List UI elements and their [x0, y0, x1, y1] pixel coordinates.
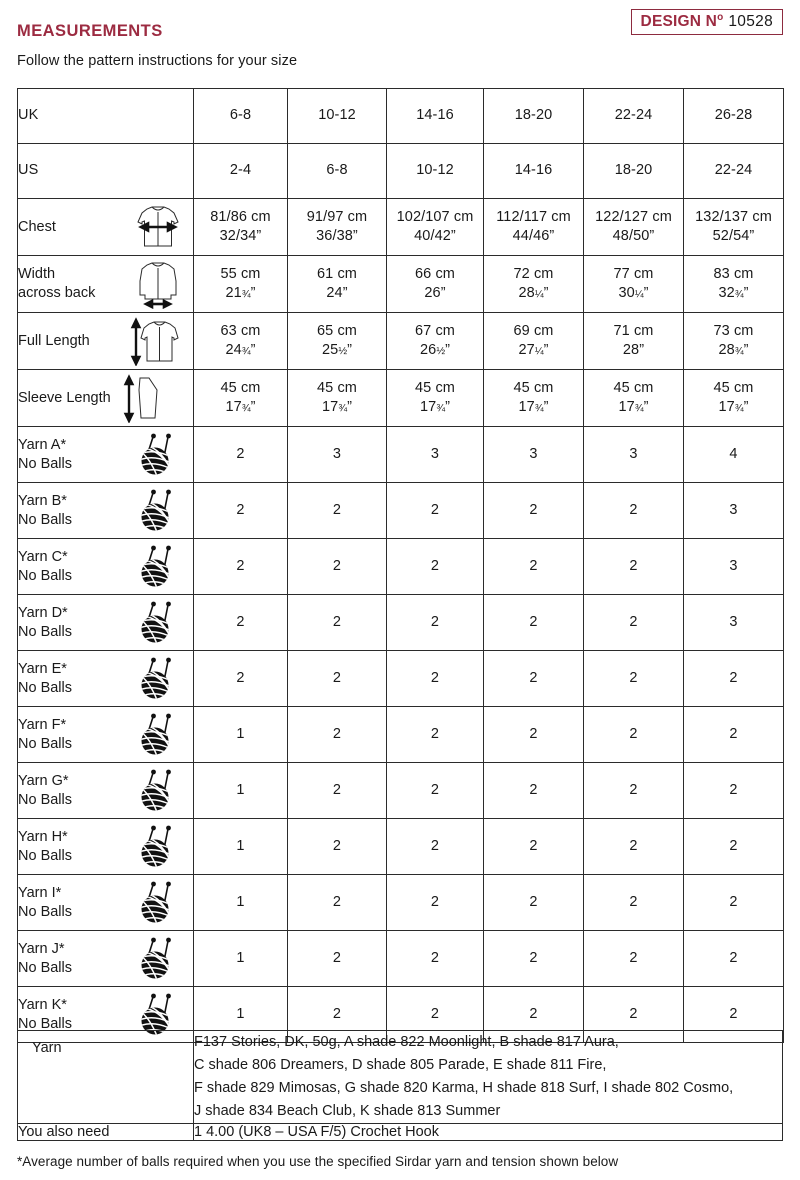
width-value-5: [584, 256, 684, 313]
chest-value-1: [194, 199, 288, 256]
width-value-2: [288, 256, 387, 313]
yarn-label: [18, 604, 72, 642]
yarn-label: [18, 492, 72, 530]
yarn-label-line2: No Balls: [18, 623, 72, 640]
sleeve-length-cm-5: 45 cm: [613, 379, 654, 396]
yarn-balls-3: 2: [387, 595, 484, 651]
row-label-full-length-cell: [18, 313, 194, 370]
yarn-balls-5: 3: [584, 427, 684, 483]
chest-value-5: [584, 199, 684, 256]
yarn-balls-5: 2: [584, 595, 684, 651]
yarn-balls-4: 2: [484, 539, 584, 595]
yarn-balls-3: 2: [387, 763, 484, 819]
sleeve-length-icon: [113, 373, 171, 423]
full-length-cm-5: 71 cm: [613, 322, 654, 339]
also-need-value: 1 4.00 (UK8 – USA F/5) Crochet Hook: [194, 1123, 783, 1140]
sweater-full-length-icon: [129, 316, 187, 366]
uk-size-2: 10-12: [288, 89, 387, 144]
yarn-balls-3: 2: [387, 483, 484, 539]
page-title: MEASUREMENTS: [17, 22, 163, 40]
yarn-balls-6: 2: [684, 931, 784, 987]
sleeve-length-inch-6: 17¾”: [718, 399, 749, 415]
yarn-ball-needles-icon: [133, 712, 179, 758]
table-row: [18, 763, 784, 819]
sleeve-length-cm-4: 45 cm: [513, 379, 554, 396]
table-row-us: [18, 144, 784, 199]
yarn-details-row: [18, 1031, 783, 1124]
design-number-value: 10528: [728, 13, 773, 31]
us-size-1: 2-4: [194, 144, 288, 199]
yarn-label-line2: No Balls: [18, 455, 72, 472]
yarn-balls-4: 3: [484, 427, 584, 483]
yarn-detail-line: J shade 834 Beach Club, K shade 813 Summer: [194, 1102, 501, 1119]
yarn-label-line2: No Balls: [18, 511, 72, 528]
yarn-ball-needles-icon: [133, 432, 179, 478]
row-label-sleeve-length: Sleeve Length: [18, 389, 111, 406]
width-cm-3: 66 cm: [415, 265, 455, 282]
yarn-balls-6: 2: [684, 707, 784, 763]
yarn-label-cell: [18, 539, 194, 595]
chest-inch-4: 44/46”: [512, 228, 555, 244]
yarn-balls-1: 1: [194, 819, 288, 875]
width-inch-3: 26”: [424, 285, 446, 301]
sweater-back-width-icon: [129, 259, 187, 309]
yarn-label-line1: Yarn E*: [18, 660, 67, 677]
yarn-balls-2: 2: [288, 819, 387, 875]
sleeve-length-inch-1: 17¾”: [225, 399, 256, 415]
yarn-label-cell: [18, 931, 194, 987]
yarn-balls-1: 1: [194, 987, 288, 1043]
chest-cm-5: 122/127 cm: [595, 208, 672, 225]
yarn-label-line1: Yarn F*: [18, 716, 67, 733]
uk-size-3: 14-16: [387, 89, 484, 144]
sleeve-length-cm-6: 45 cm: [713, 379, 754, 396]
yarn-balls-3: 2: [387, 651, 484, 707]
yarn-label: [18, 772, 72, 810]
yarn-balls-3: 2: [387, 931, 484, 987]
yarn-balls-3: 2: [387, 819, 484, 875]
also-need-row: [18, 1123, 783, 1140]
yarn-label-line2: No Balls: [18, 847, 72, 864]
yarn-label-line2: No Balls: [18, 567, 72, 584]
full-length-cm-6: 73 cm: [713, 322, 754, 339]
design-number-box: [631, 9, 783, 35]
yarn-balls-4: 2: [484, 483, 584, 539]
yarn-balls-6: 3: [684, 483, 784, 539]
yarn-balls-1: 2: [194, 483, 288, 539]
sleeve-length-cm-3: 45 cm: [415, 379, 455, 396]
full-length-value-2: [288, 313, 387, 370]
yarn-balls-4: 2: [484, 763, 584, 819]
table-row-width-across-back: [18, 256, 784, 313]
yarn-balls-5: 2: [584, 987, 684, 1043]
yarn-balls-6: 3: [684, 595, 784, 651]
yarn-label-line1: Yarn B*: [18, 492, 67, 509]
chest-cm-1: 81/86 cm: [210, 208, 271, 225]
yarn-balls-3: 2: [387, 875, 484, 931]
sleeve-length-value-6: [684, 370, 784, 427]
table-row: [18, 427, 784, 483]
yarn-balls-1: 1: [194, 707, 288, 763]
yarn-balls-6: 2: [684, 819, 784, 875]
chest-inch-5: 48/50”: [612, 228, 655, 244]
us-size-4: 14-16: [484, 144, 584, 199]
yarn-label-line1: Yarn J*: [18, 940, 65, 957]
yarn-balls-2: 3: [288, 427, 387, 483]
us-size-6: 22-24: [684, 144, 784, 199]
yarn-balls-5: 2: [584, 763, 684, 819]
row-label-width-cell: [18, 256, 194, 313]
yarn-label-line1: Yarn H*: [18, 828, 68, 845]
measurements-table: [17, 88, 784, 1043]
yarn-label-line1: Yarn C*: [18, 548, 68, 565]
width-value-6: [684, 256, 784, 313]
width-inch-4: 28¼”: [518, 285, 549, 301]
width-cm-1: 55 cm: [220, 265, 261, 282]
full-length-value-1: [194, 313, 288, 370]
width-cm-4: 72 cm: [513, 265, 554, 282]
table-row: [18, 875, 784, 931]
yarn-label-cell: [18, 875, 194, 931]
chest-cm-3: 102/107 cm: [396, 208, 474, 225]
table-row-chest: [18, 199, 784, 256]
yarn-label: [18, 940, 72, 978]
yarn-balls-2: 2: [288, 931, 387, 987]
yarn-detail-line: F shade 829 Mimosas, G shade 820 Karma, H shade 818 Surf, I shade 802 Cosmo,: [194, 1079, 734, 1096]
yarn-balls-2: 2: [288, 483, 387, 539]
sleeve-length-inch-2: 17¾”: [321, 399, 353, 415]
width-inch-1: 21¾”: [225, 285, 256, 301]
table-row-sleeve-length: [18, 370, 784, 427]
full-length-cm-2: 65 cm: [317, 322, 357, 339]
yarn-balls-3: 2: [387, 987, 484, 1043]
yarn-balls-1: 1: [194, 763, 288, 819]
yarn-balls-2: 2: [288, 595, 387, 651]
chest-value-6: [684, 199, 784, 256]
uk-size-4: 18-20: [484, 89, 584, 144]
yarn-balls-5: 2: [584, 707, 684, 763]
full-length-inch-2: 25½”: [321, 342, 353, 358]
full-length-value-3: [387, 313, 484, 370]
yarn-label: [18, 828, 72, 866]
full-length-inch-3: 26½”: [419, 342, 451, 358]
chest-value-3: [387, 199, 484, 256]
width-inch-2: 24”: [326, 285, 348, 301]
sleeve-length-inch-5: 17¾”: [618, 399, 649, 415]
yarn-balls-2: 2: [288, 763, 387, 819]
chest-inch-6: 52/54”: [712, 228, 755, 244]
yarn-details-value-cell: [194, 1031, 783, 1124]
us-size-5: 18-20: [584, 144, 684, 199]
yarn-label: [18, 996, 72, 1034]
yarn-ball-needles-icon: [133, 880, 179, 926]
yarn-label: [18, 660, 72, 698]
full-length-cm-3: 67 cm: [415, 322, 455, 339]
sleeve-length-cm-2: 45 cm: [317, 379, 357, 396]
design-number-label: DESIGN $N^o$: [640, 12, 724, 31]
chest-value-4: [484, 199, 584, 256]
width-cm-6: 83 cm: [713, 265, 754, 282]
sleeve-length-inch-3: 17¾”: [419, 399, 451, 415]
yarn-balls-2: 2: [288, 987, 387, 1043]
us-size-2: 6-8: [288, 144, 387, 199]
yarn-label-line2: No Balls: [18, 1015, 72, 1032]
chest-inch-1: 32/34”: [219, 228, 262, 244]
chest-cm-2: 91/97 cm: [306, 208, 368, 225]
row-label-us: US: [18, 144, 194, 199]
sleeve-length-value-4: [484, 370, 584, 427]
yarn-balls-6: 4: [684, 427, 784, 483]
table-row-uk: [18, 89, 784, 144]
also-need-label: You also need: [18, 1123, 194, 1140]
yarn-balls-5: 2: [584, 651, 684, 707]
full-length-inch-6: 28¾”: [718, 342, 749, 358]
yarn-balls-1: 2: [194, 651, 288, 707]
yarn-label-cell: [18, 819, 194, 875]
chest-inch-2: 36/38”: [316, 228, 358, 244]
table-row: [18, 595, 784, 651]
yarn-label-cell: [18, 651, 194, 707]
page-subtitle: Follow the pattern instructions for your size: [17, 53, 298, 69]
yarn-ball-needles-icon: [133, 544, 179, 590]
yarn-balls-5: 2: [584, 875, 684, 931]
yarn-balls-5: 2: [584, 483, 684, 539]
yarn-label-line1: Yarn A*: [18, 436, 67, 453]
yarn-balls-3: 2: [387, 707, 484, 763]
yarn-label: [18, 436, 72, 474]
yarn-balls-2: 2: [288, 707, 387, 763]
width-cm-5: 77 cm: [613, 265, 654, 282]
yarn-label-cell: [18, 595, 194, 651]
yarn-detail-line: F137 Stories, DK, 50g, A shade 822 Moonlight, B shade 817 Aura,: [194, 1034, 619, 1050]
table-row: [18, 483, 784, 539]
yarn-label-cell: [18, 707, 194, 763]
yarn-label: [18, 716, 72, 754]
sleeve-length-inch-4: 17¾”: [518, 399, 549, 415]
yarn-label-cell: [18, 427, 194, 483]
chest-cm-4: 112/117 cm: [496, 208, 571, 225]
row-label-chest-cell: [18, 199, 194, 256]
chest-cm-6: 132/137 cm: [695, 208, 772, 225]
yarn-ball-needles-icon: [133, 656, 179, 702]
yarn-balls-2: 2: [288, 875, 387, 931]
yarn-label: [18, 548, 72, 586]
width-inch-5: 30¼”: [618, 285, 649, 301]
full-length-value-5: [584, 313, 684, 370]
full-length-inch-5: 28”: [622, 342, 645, 358]
full-length-value-4: [484, 313, 584, 370]
yarn-balls-6: 3: [684, 539, 784, 595]
row-label-width-across-back: [18, 265, 95, 303]
yarn-ball-needles-icon: [133, 768, 179, 814]
yarn-balls-6: 2: [684, 763, 784, 819]
yarn-balls-6: 2: [684, 987, 784, 1043]
table-row: [18, 539, 784, 595]
yarn-detail-line: C shade 806 Dreamers, D shade 805 Parade, E shade 811 Fire,: [194, 1056, 607, 1073]
yarn-balls-5: 2: [584, 931, 684, 987]
full-length-cm-1: 63 cm: [220, 322, 261, 339]
yarn-balls-6: 2: [684, 875, 784, 931]
yarn-balls-2: 2: [288, 651, 387, 707]
chest-value-2: [288, 199, 387, 256]
yarn-balls-1: 2: [194, 539, 288, 595]
yarn-ball-needles-icon: [133, 488, 179, 534]
footnote: *Average number of balls required when you use the specified Sirdar yarn and tension shown below: [17, 1154, 619, 1169]
sleeve-length-value-5: [584, 370, 684, 427]
yarn-ball-needles-icon: [133, 936, 179, 982]
yarn-balls-5: 2: [584, 819, 684, 875]
yarn-balls-4: 2: [484, 931, 584, 987]
yarn-label-line2: No Balls: [18, 735, 72, 752]
width-value-3: [387, 256, 484, 313]
sleeve-length-cm-1: 45 cm: [220, 379, 261, 396]
yarn-balls-4: 2: [484, 987, 584, 1043]
yarn-balls-1: 2: [194, 595, 288, 651]
yarn-details-table: [17, 1030, 783, 1141]
width-inch-6: 32¾”: [718, 285, 749, 301]
yarn-balls-1: 1: [194, 931, 288, 987]
yarn-balls-1: 2: [194, 427, 288, 483]
yarn-balls-4: 2: [484, 707, 584, 763]
table-row: [18, 819, 784, 875]
yarn-details-label: Yarn: [32, 1040, 62, 1056]
row-label-width-line1: Width: [18, 266, 56, 283]
yarn-label-line2: No Balls: [18, 959, 72, 976]
row-label-uk: UK: [18, 89, 194, 144]
yarn-label-line1: Yarn D*: [18, 604, 68, 621]
yarn-label-line1: Yarn K*: [18, 996, 67, 1013]
yarn-label-line2: No Balls: [18, 679, 72, 696]
yarn-label-line2: No Balls: [18, 903, 72, 920]
row-label-sleeve-length-cell: [18, 370, 194, 427]
design-ordinal-superscript: o: [717, 12, 724, 23]
yarn-details-label-cell: [18, 1031, 194, 1124]
yarn-label-line1: Yarn I*: [18, 884, 62, 901]
yarn-balls-4: 2: [484, 819, 584, 875]
yarn-balls-3: 3: [387, 427, 484, 483]
yarn-balls-1: 1: [194, 875, 288, 931]
row-label-width-line2: across back: [18, 285, 96, 301]
yarn-balls-3: 2: [387, 539, 484, 595]
width-cm-2: 61 cm: [317, 265, 357, 282]
yarn-balls-2: 2: [288, 539, 387, 595]
full-length-inch-4: 27¼”: [518, 342, 549, 358]
yarn-balls-4: 2: [484, 875, 584, 931]
row-label-full-length: Full Length: [18, 332, 90, 349]
yarn-label-cell: [18, 483, 194, 539]
uk-size-1: 6-8: [194, 89, 288, 144]
yarn-ball-needles-icon: [133, 824, 179, 870]
yarn-label: [18, 884, 72, 922]
sleeve-length-value-2: [288, 370, 387, 427]
sleeve-length-value-3: [387, 370, 484, 427]
table-row-full-length: [18, 313, 784, 370]
table-row: [18, 707, 784, 763]
yarn-label-line1: Yarn G*: [18, 772, 69, 789]
chest-inch-3: 40/42”: [414, 228, 456, 244]
full-length-cm-4: 69 cm: [513, 322, 554, 339]
table-row: [18, 931, 784, 987]
sleeve-length-value-1: [194, 370, 288, 427]
row-label-chest: Chest: [18, 218, 56, 235]
uk-size-6: 26-28: [684, 89, 784, 144]
yarn-balls-4: 2: [484, 595, 584, 651]
uk-size-5: 22-24: [584, 89, 684, 144]
table-row: [18, 651, 784, 707]
yarn-label-cell: [18, 763, 194, 819]
width-value-4: [484, 256, 584, 313]
yarn-balls-4: 2: [484, 651, 584, 707]
width-value-1: [194, 256, 288, 313]
yarn-balls-5: 2: [584, 539, 684, 595]
yarn-balls-6: 2: [684, 651, 784, 707]
sweater-chest-width-icon: [129, 202, 187, 252]
full-length-inch-1: 24¾”: [225, 342, 256, 358]
us-size-3: 10-12: [387, 144, 484, 199]
yarn-label-line2: No Balls: [18, 791, 72, 808]
yarn-ball-needles-icon: [133, 600, 179, 646]
full-length-value-6: [684, 313, 784, 370]
